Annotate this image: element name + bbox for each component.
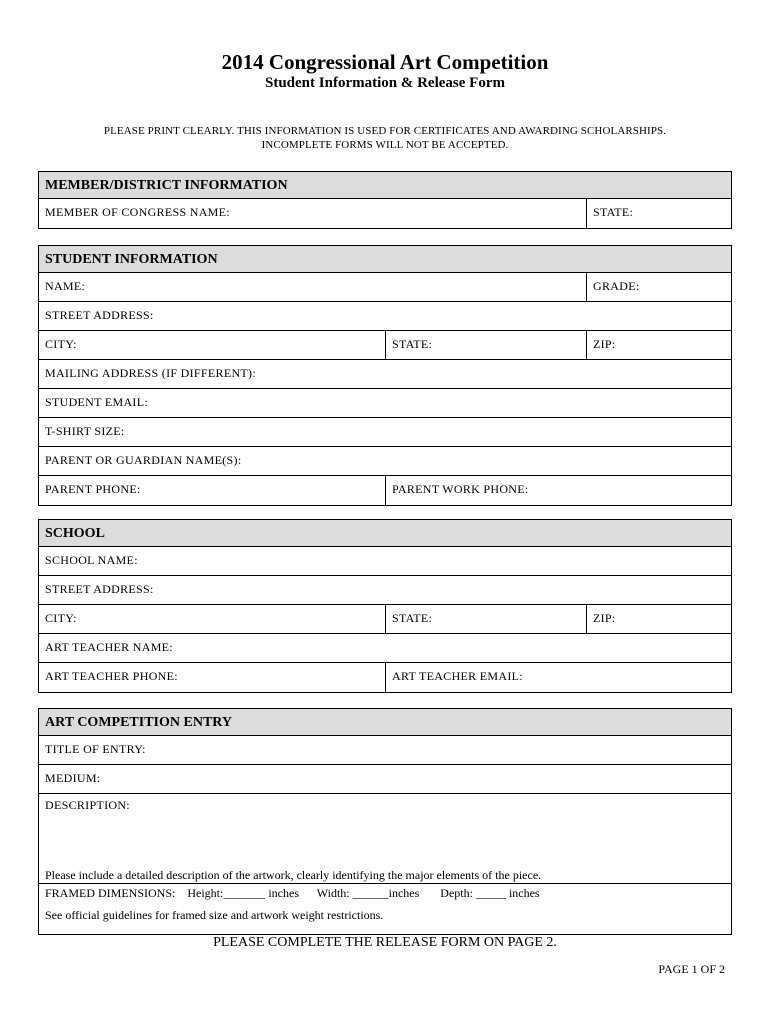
framed-size-guidelines: See official guidelines for framed size and artwork weight restrictions. bbox=[45, 908, 384, 922]
entry-description-field[interactable] bbox=[39, 794, 731, 884]
framed-dimensions-field[interactable]: FRAMED DIMENSIONS: Height:_______ inches Width: ______inches Depth: _____ inches bbox=[45, 886, 540, 900]
student-grade-field[interactable]: GRADE: bbox=[586, 273, 731, 301]
student-street-field[interactable]: STREET ADDRESS: bbox=[45, 308, 154, 322]
school-state-field[interactable]: STATE: bbox=[385, 605, 586, 633]
description-label: DESCRIPTION: bbox=[45, 798, 130, 812]
student-section bbox=[38, 245, 732, 506]
school-street-field[interactable]: STREET ADDRESS: bbox=[45, 582, 154, 596]
instructions-line-2: INCOMPLETE FORMS WILL NOT BE ACCEPTED. bbox=[261, 139, 509, 151]
student-city-field[interactable]: CITY: bbox=[45, 337, 77, 351]
art-teacher-email-field[interactable]: ART TEACHER EMAIL: bbox=[385, 663, 731, 692]
school-zip-field[interactable]: ZIP: bbox=[586, 605, 731, 633]
instructions bbox=[0, 124, 770, 152]
instructions-line-1: PLEASE PRINT CLEARLY. THIS INFORMATION IS USED FOR CERTIFICATES AND AWARDING SCHOLARSHIPS. bbox=[103, 125, 667, 137]
member-state-field[interactable]: STATE: bbox=[586, 199, 731, 228]
school-name-field[interactable]: SCHOOL NAME: bbox=[45, 553, 138, 567]
student-mailing-field[interactable]: MAILING ADDRESS (IF DIFFERENT): bbox=[45, 366, 256, 380]
student-section-heading: STUDENT INFORMATION bbox=[39, 246, 731, 273]
parent-work-phone-field[interactable]: PARENT WORK PHONE: bbox=[385, 476, 731, 505]
student-zip-field[interactable]: ZIP: bbox=[586, 331, 731, 359]
student-email-field[interactable]: STUDENT EMAIL: bbox=[45, 395, 148, 409]
entry-title-field[interactable]: TITLE OF ENTRY: bbox=[45, 742, 146, 756]
guardian-name-field[interactable]: PARENT OR GUARDIAN NAME(S): bbox=[45, 453, 242, 467]
description-note: Please include a detailed description of the artwork, clearly identifying the major elements of the piece. bbox=[45, 868, 542, 882]
student-name-field[interactable]: NAME: bbox=[45, 279, 86, 293]
entry-section-heading: ART COMPETITION ENTRY bbox=[39, 709, 731, 736]
student-tshirt-field[interactable]: T-SHIRT SIZE: bbox=[45, 424, 125, 438]
entry-medium-field[interactable]: MEDIUM: bbox=[45, 771, 101, 785]
parent-phone-field[interactable]: PARENT PHONE: bbox=[45, 482, 141, 496]
school-city-field[interactable]: CITY: bbox=[45, 611, 77, 625]
page-number: PAGE 1 OF 2 bbox=[658, 962, 725, 976]
member-section bbox=[38, 171, 732, 229]
school-section bbox=[38, 519, 732, 693]
entry-section bbox=[38, 708, 732, 935]
member-section-heading: MEMBER/DISTRICT INFORMATION bbox=[39, 172, 731, 199]
art-teacher-name-field[interactable]: ART TEACHER NAME: bbox=[45, 640, 173, 654]
member-name-field[interactable]: MEMBER OF CONGRESS NAME: bbox=[45, 205, 230, 219]
release-form-note: PLEASE COMPLETE THE RELEASE FORM ON PAGE 2. bbox=[213, 935, 557, 950]
form-subtitle: Student Information & Release Form bbox=[265, 75, 505, 91]
student-state-field[interactable]: STATE: bbox=[385, 331, 586, 359]
art-teacher-phone-field[interactable]: ART TEACHER PHONE: bbox=[45, 669, 178, 683]
school-section-heading: SCHOOL bbox=[39, 520, 731, 547]
form-title: 2014 Congressional Art Competition bbox=[221, 50, 549, 74]
